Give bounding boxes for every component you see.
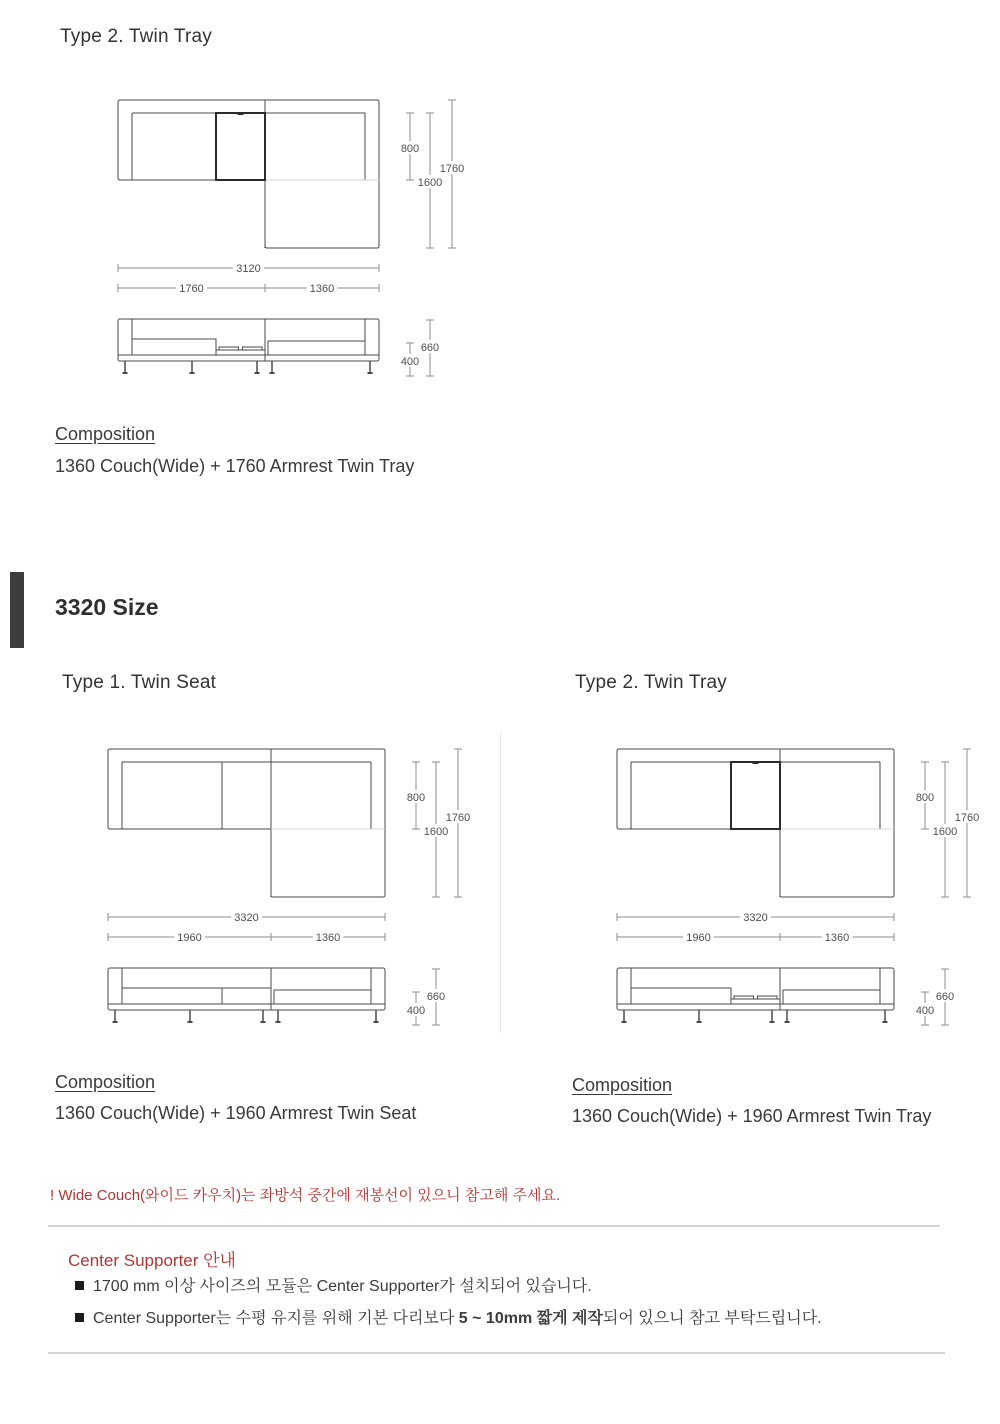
dim-label: 1360 (315, 932, 341, 944)
diagram-3320-twin-seat (85, 740, 505, 1040)
dim-label: 3320 (234, 912, 259, 924)
bullet-text: Center Supporter는 수평 유지를 위해 기본 다리보다 5 ~ 10mm 짧게 제작되어 있으니 참고 부탁드립니다. (93, 1310, 822, 1327)
dim-label: 400 (406, 1005, 426, 1017)
size-section-heading: 3320 Size (55, 594, 159, 620)
center-supporter-title: Center Supporter 안내 (68, 1251, 236, 1270)
dim-label: 1600 (417, 177, 443, 189)
dim-label: 660 (426, 991, 446, 1003)
dim-label: 400 (915, 1005, 935, 1017)
composition-value-left: 1360 Couch(Wide) + 1960 Armrest Twin Seat (55, 1103, 417, 1123)
dim-label: 1960 (686, 932, 711, 944)
dim-label: 400 (400, 356, 420, 368)
divider-top (48, 1225, 940, 1227)
dim-label: 800 (406, 792, 426, 804)
dim-label: 660 (420, 342, 440, 354)
dim-label: 1960 (177, 932, 202, 944)
supporter-bullet-2 (75, 1308, 955, 1330)
diagram-3120-twin-tray (95, 92, 495, 392)
diagram-3320-twin-tray (594, 740, 1000, 1040)
composition-value: 1360 Couch(Wide) + 1760 Armrest Twin Tray (55, 456, 415, 476)
bullet-text: 1700 mm 이상 사이즈의 모듈은 Center Supporter가 설치되어 있습니다. (93, 1278, 592, 1295)
dim-label: 800 (400, 143, 420, 155)
column-left-title: Type 1. Twin Seat (62, 672, 217, 693)
wide-couch-notice: ! Wide Couch(와이드 카우치)는 좌방석 중간에 재봉선이 있으니 참고해 주세요. (50, 1187, 561, 1204)
dim-label: 1760 (179, 283, 204, 295)
dim-label: 800 (915, 792, 935, 804)
divider-bottom (48, 1352, 945, 1354)
section-heading-bar (10, 572, 24, 648)
dim-label: 1600 (932, 826, 958, 838)
dim-label: 1360 (824, 932, 850, 944)
bullet-square-icon (75, 1281, 84, 1290)
composition-value-right: 1360 Couch(Wide) + 1960 Armrest Twin Tray (572, 1106, 932, 1126)
bullet-square-icon (75, 1313, 84, 1322)
dim-label: 1760 (439, 163, 465, 175)
column-divider (500, 733, 501, 1033)
dim-label: 1760 (954, 812, 980, 824)
dim-label: 1760 (445, 812, 471, 824)
supporter-bullet-1 (75, 1276, 955, 1298)
section1-title: Type 2. Twin Tray (60, 26, 212, 47)
composition-label-left: Composition (55, 1072, 156, 1092)
dim-label: 3120 (236, 263, 261, 275)
dim-label: 1360 (309, 283, 335, 295)
dim-label: 3320 (743, 912, 768, 924)
dim-label: 660 (935, 991, 955, 1003)
composition-label-right: Composition (572, 1075, 673, 1095)
column-right-title: Type 2. Twin Tray (575, 672, 727, 693)
composition-label: Composition (55, 424, 156, 444)
dim-label: 1600 (423, 826, 449, 838)
